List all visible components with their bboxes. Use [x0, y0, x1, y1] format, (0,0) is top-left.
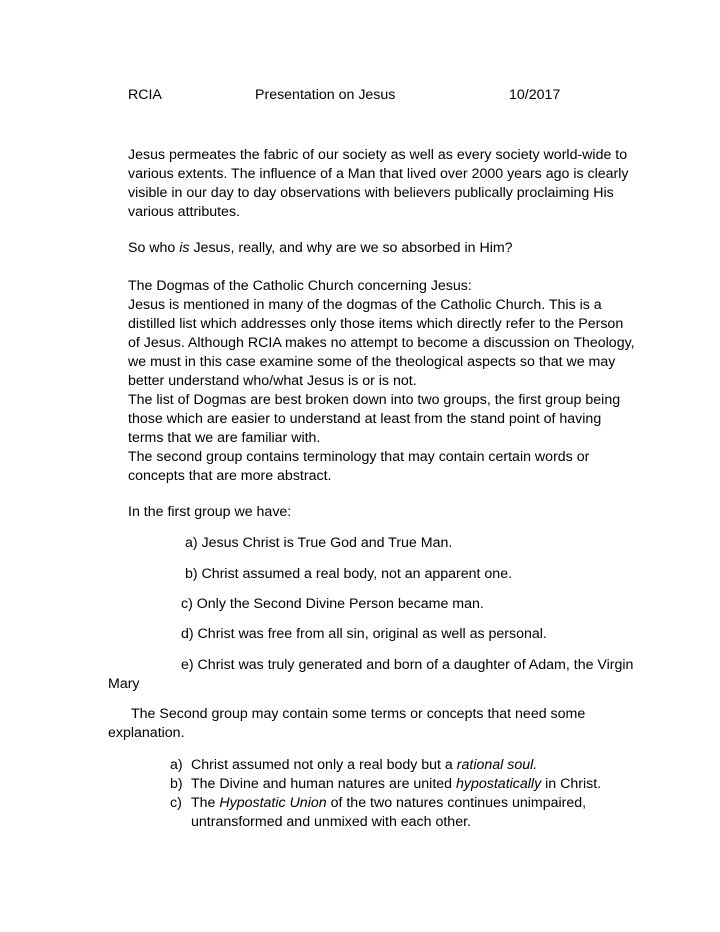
item-emphasis: rational soul. [456, 757, 538, 773]
dogmas-heading: The Dogmas of the Catholic Church concerning Jesus: [128, 278, 472, 294]
list-marker: a) [170, 757, 183, 773]
second-group-item-c-wrap: untransformed and unmixed with each other. [191, 814, 471, 830]
dogmas-line: The second group contains terminology that may contain certain words or [128, 449, 590, 465]
intro-line: various extents. The influence of a Man that lived over 2000 years ago is clearly [128, 166, 629, 182]
first-group-item-e-wrap: Mary [108, 676, 140, 692]
second-group-item-c [191, 794, 586, 813]
dogmas-line: of Jesus. Although RCIA makes no attempt to become a discussion on Theology, [128, 335, 635, 351]
first-group-item-e: e) Christ was truly generated and born of a daughter of Adam, the Virgin [181, 657, 634, 673]
item-text: Christ assumed not only a real body but a [191, 757, 457, 773]
intro-line: visible in our day to day observations with believers publically proclaiming His [128, 185, 614, 201]
dogmas-line: concepts that are more abstract. [128, 468, 332, 484]
dogmas-line: terms that we are familiar with. [128, 430, 321, 446]
header-date: 10/2017 [509, 87, 561, 103]
item-text: in Christ. [541, 776, 602, 792]
first-group-item-c: c) Only the Second Divine Person became man. [181, 596, 484, 612]
item-text: of the two natures continues unimpaired, [326, 795, 587, 811]
question-line [128, 239, 513, 258]
first-group-item-a: a) Jesus Christ is True God and True Man. [185, 535, 453, 551]
dogmas-line: distilled list which addresses only those items which directly refer to the Person [128, 316, 624, 332]
dogmas-line: those which are easier to understand at least from the stand point of having [128, 411, 602, 427]
list-marker: b) [170, 776, 183, 792]
second-group-intro: explanation. [108, 725, 185, 741]
item-text: The Divine and human natures are united [191, 776, 456, 792]
header-course: RCIA [128, 87, 162, 103]
dogmas-line: Jesus is mentioned in many of the dogmas of the Catholic Church. This is a [128, 297, 602, 313]
intro-line: various attributes. [128, 204, 240, 220]
item-emphasis: Hypostatic Union [219, 795, 327, 811]
second-group-item-b [191, 775, 601, 794]
question-text: So who [128, 240, 180, 256]
dogmas-line: we must in this case examine some of the theological aspects so that we may [128, 354, 616, 370]
intro-line: Jesus permeates the fabric of our society as well as every society world-wide to [128, 147, 628, 163]
question-text: Jesus, really, and why are we so absorbed in Him? [189, 240, 513, 256]
second-group-item-a [191, 756, 537, 775]
dogmas-line: The list of Dogmas are best broken down into two groups, the first group being [128, 392, 621, 408]
header-title: Presentation on Jesus [255, 87, 396, 103]
first-group-item-b: b) Christ assumed a real body, not an apparent one. [185, 566, 513, 582]
question-emphasis: is [179, 240, 190, 256]
item-emphasis: hypostatically [456, 776, 542, 792]
dogmas-line: better understand who/what Jesus is or is not. [128, 373, 417, 389]
first-group-item-d: d) Christ was free from all sin, original as well as personal. [181, 626, 547, 642]
second-group-intro: The Second group may contain some terms or concepts that need some [131, 706, 586, 722]
list-marker: c) [170, 795, 182, 811]
item-text: The [191, 795, 220, 811]
first-group-intro: In the first group we have: [128, 504, 292, 520]
